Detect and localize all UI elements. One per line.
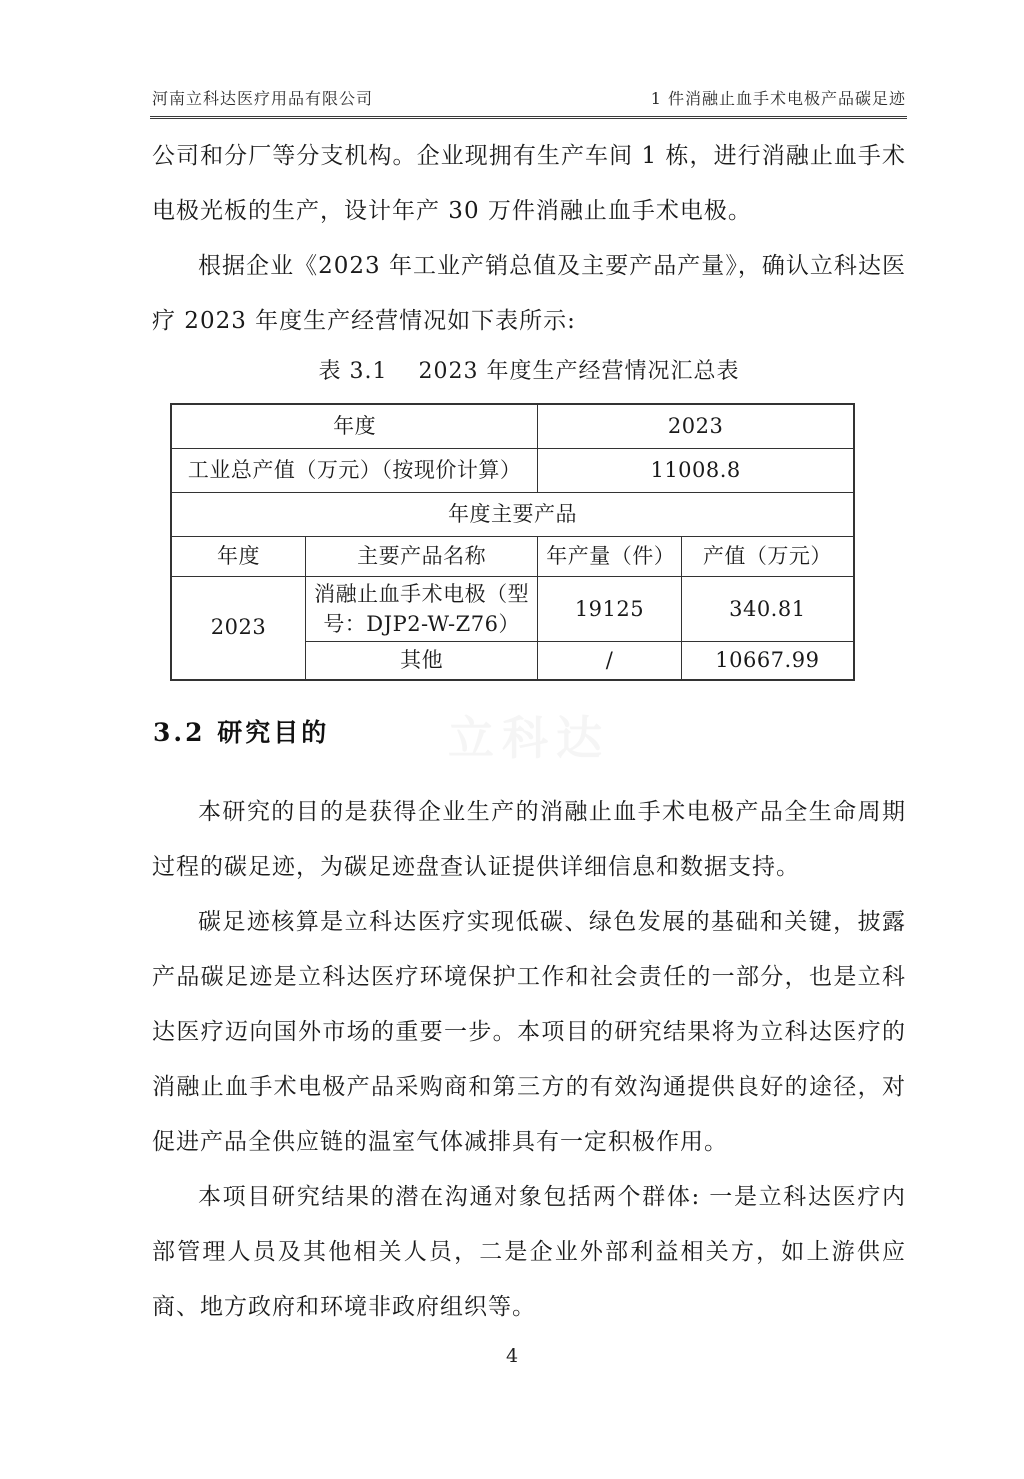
- cell-other-value: 10667.99: [681, 642, 854, 680]
- cell-electrode-product: 消融止血手术电极（型号：DJP2-W-Z76）: [306, 576, 538, 642]
- table-row-output: [171, 448, 854, 492]
- paragraph-audience: 本项目研究结果的潜在沟通对象包括两个群体: 一是立科达医疗内部管理人员及其他相关人员，二是企业外部利益相关方，如上游供应商、地方政府和环境非政府组织等。: [152, 1183, 906, 1320]
- cell-output-value: 11008.8: [538, 448, 854, 492]
- cell-products-header: 年度主要产品: [171, 492, 854, 536]
- table-caption: 表 3.1 2023 年度生产经营情况汇总表: [318, 359, 740, 384]
- table-row-year: [171, 404, 854, 448]
- header-doc-title: 1 件消融止血手术电极产品碳足迹: [650, 89, 906, 108]
- production-summary-table: [170, 403, 855, 681]
- column-header-value: 产值（万元）: [681, 536, 854, 576]
- cell-other-product: 其他: [306, 642, 538, 680]
- watermark-text: 立科达: [448, 711, 610, 765]
- paragraph-table-intro: 根据企业《2023 年工业产销总值及主要产品产量》，确认立科达医疗 2023 年度生产经营情况如下表所示:: [152, 253, 906, 334]
- cell-data-year: 2023: [171, 576, 306, 680]
- column-header-product: 主要产品名称: [306, 536, 538, 576]
- paragraph-continuation: 公司和分厂等分支机构。企业现拥有生产车间 1 栋，进行消融止血手术电极光板的生产，设计年产 30 万件消融止血手术电极。: [152, 143, 906, 224]
- table-row-products-header: [171, 492, 854, 536]
- page-header: [0, 0, 1024, 109]
- cell-electrode-value: 340.81: [681, 576, 854, 642]
- cell-output-label: 工业总产值（万元）（按现价计算）: [171, 448, 538, 492]
- column-header-year: 年度: [171, 536, 306, 576]
- table-row-electrode: [171, 576, 854, 642]
- column-header-qty: 年产量（件）: [538, 536, 681, 576]
- paragraph-purpose: 本研究的目的是获得企业生产的消融止血手术电极产品全生命周期过程的碳足迹，为碳足迹盘查认证提供详细信息和数据支持。: [152, 798, 906, 880]
- cell-year-value: 2023: [538, 404, 854, 448]
- cell-year-label: 年度: [171, 404, 538, 448]
- cell-other-qty: /: [538, 642, 681, 680]
- page-number: 4: [505, 1345, 519, 1367]
- page-body: [0, 119, 1024, 1335]
- page-footer: [0, 1345, 1024, 1367]
- section-heading-3-2: 3.2 研究目的: [153, 717, 330, 747]
- header-company: 河南立科达医疗用品有限公司: [152, 89, 374, 108]
- paragraph-significance: 碳足迹核算是立科达医疗实现低碳、绿色发展的基础和关键，披露产品碳足迹是立科达医疗环境保护工作和社会责任的一部分，也是立科达医疗迈向国外市场的重要一步。本项目的研究结果将为立科达医疗的消融止血手术电极产品采购商和第三方的有效沟通提供良好的途径，对促进产品全供应链的温室气体减排具有一定积极作用。: [152, 908, 906, 1155]
- cell-electrode-qty: 19125: [538, 576, 681, 642]
- table-row-column-headers: [171, 536, 854, 576]
